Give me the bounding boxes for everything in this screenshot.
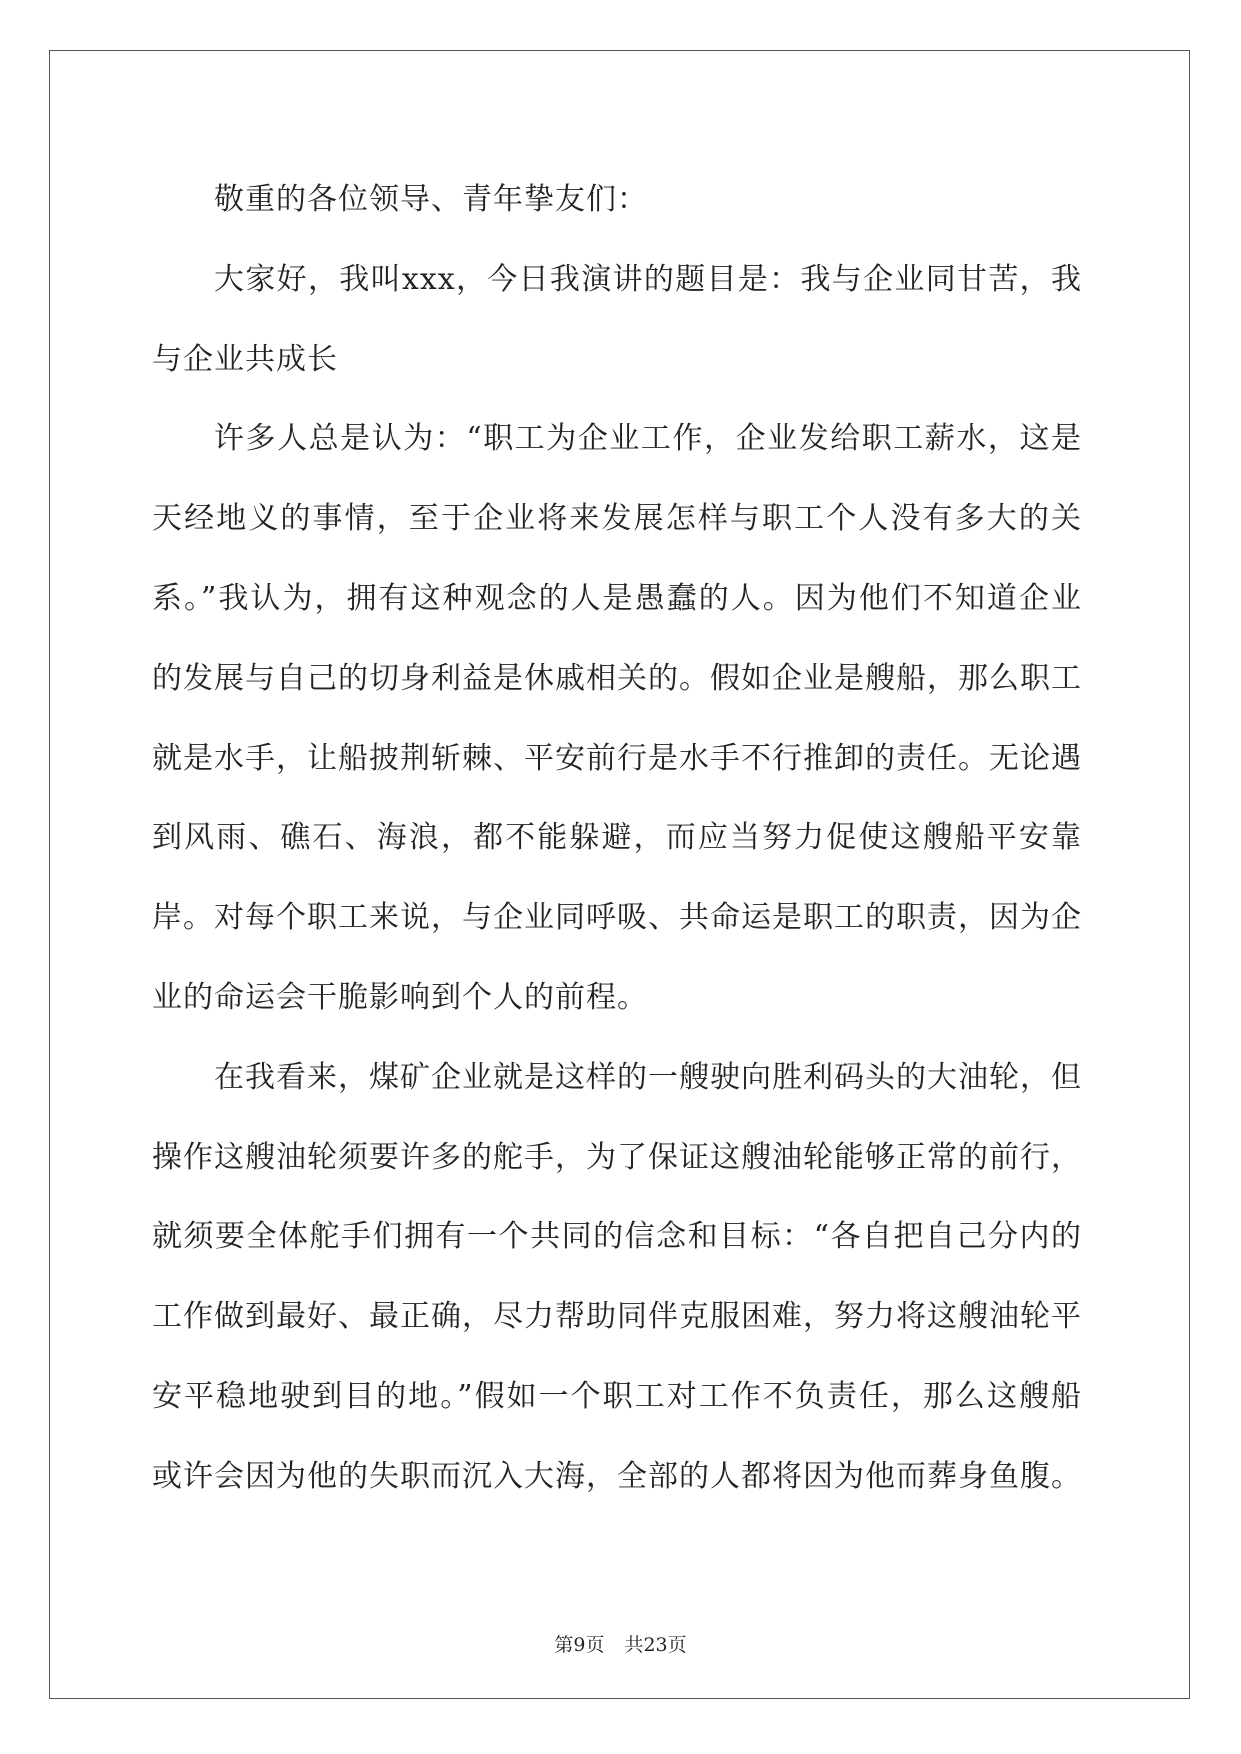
paragraph-oil-tanker-metaphor: 在我看来，煤矿企业就是这样的一艘驶向胜利码头的大油轮，但操作这艘油轮须要许多的舵手，为了保证这艘油轮能够正常的前行，就须要全体舵手们拥有一个共同的信念和目标：“各自把自己分内的工作做到最好、最正确，尽力帮助同伴克服困难，努力将这艘油轮平安平稳地驶到目的地。”假如一个职工对工作不负责任，那么这艘船或许会因为他的失职而沉入大海，全部的人都将因为他而葬身鱼腹。: [152, 1059, 1082, 1494]
document-body: [152, 160, 1082, 1517]
paragraph-introduction: 大家好，我叫xxx，今日我演讲的题目是：我与企业同甘苦，我与企业共成长: [152, 261, 1082, 377]
paragraph-employee-company-relation: 许多人总是认为：“职工为企业工作，企业发给职工薪水，这是天经地义的事情，至于企业将来发展怎样与职工个人没有多大的关系。”我认为，拥有这种观念的人是愚蠢的人。因为他们不知道企业的发展与自己的切身利益是休戚相关的。假如企业是艘船，那么职工就是水手，让船披荆斩棘、平安前行是水手不行推卸的责任。无论遇到风雨、礁石、海浪，都不能躲避，而应当努力促使这艘船平安靠岸。对每个职工来说，与企业同呼吸、共命运是职工的职责，因为企业的命运会干脆影响到个人的前程。: [152, 421, 1082, 1015]
page-footer: [0, 1630, 1241, 1657]
current-page-number: 第9页: [554, 1634, 605, 1656]
paragraph-salutation: 敬重的各位领导、青年挚友们：: [214, 182, 648, 217]
total-page-count: 共23页: [624, 1634, 687, 1656]
